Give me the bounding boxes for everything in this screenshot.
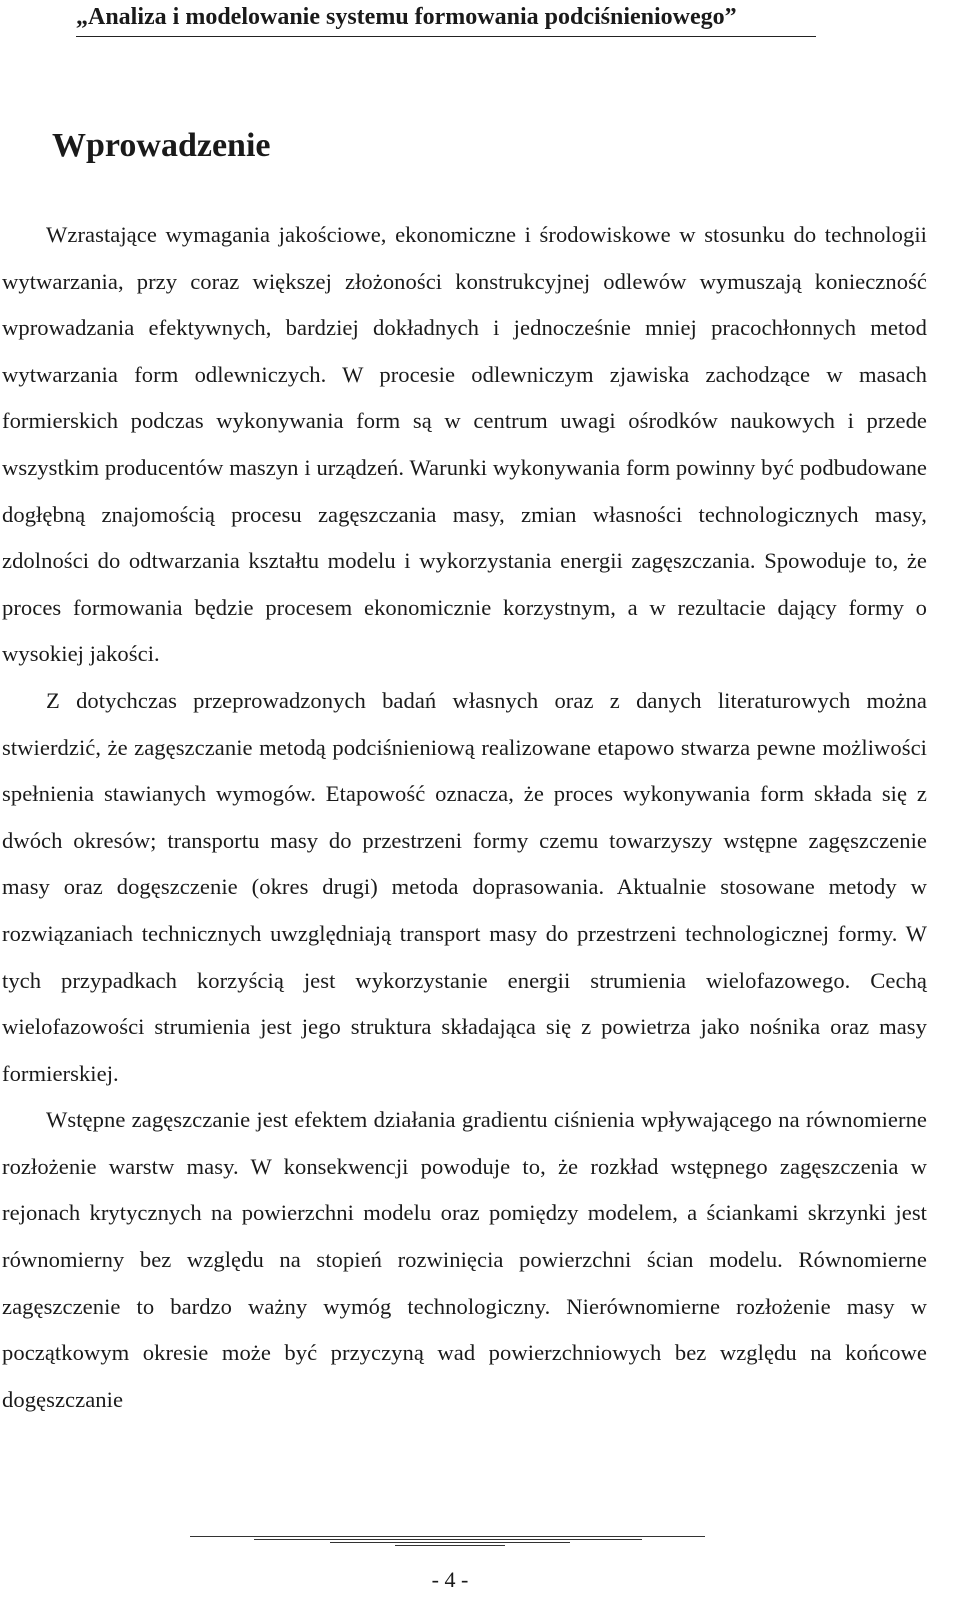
paragraph-2: Z dotychczas przeprowadzonych badań własnych oraz z danych literaturowych można stwierdzić, że zagęszczanie metodą podciśnieniową realizowane etapowo stwarza pewne możliwości spełnienia stawianych wymogów. Etapowość oznacza, że proces wykonywania form składa się z dwóch okresów; transportu masy do przestrzeni formy czemu towarzyszy wstępne zagęszczenie masy oraz dogęszczenie (okres drugi) metoda doprasowania. Aktualnie stosowane metody w rozwiązaniach technicznych uwzględniają transport masy do przestrzeni technologicznej formy. W tych przypadkach korzyścią jest wykorzystanie energii strumienia wielofazowego. Cechą wielofazowości strumienia jest jego struktura składająca się z powietrza jako nośnika oraz masy formierskiej. [2,687,927,1086]
paragraph-1: Wzrastające wymagania jakościowe, ekonomiczne i środowiskowe w stosunku do technologii wytwarzania, przy coraz większej złożoności konstrukcyjnej odlewów wymuszają konieczność wprowadzania efektywnych, bardziej dokładnych i jednocześnie mniej pracochłonnych metod wytwarzania form odlewniczych. W procesie odlewniczym zjawiska zachodzące w masach formierskich podczas wykonywania form są w centrum uwagi ośrodków naukowych i przede wszystkim producentów maszyn i urządzeń. Warunki wykonywania form powinny być podbudowane dogłębną znajomością procesu zagęszczania masy, zmian własności technologicznych masy, zdolności do odtwarzania kształtu modelu i wykorzystania energii zagęszczania. Spowoduje to, że proces formowania będzie procesem ekonomicznie korzystnym, a w rezultacie dający formy o wysokiej jakości. [2,222,927,667]
page-number: - 4 - [431,1567,469,1592]
footer-divider [395,1545,505,1546]
footer-divider [330,1542,570,1543]
running-header-title: „Analiza i modelowanie systemu formowania podciśnieniowego” [76,4,737,30]
footer-divider [190,1536,705,1537]
header-divider [76,36,816,37]
footer-divider [254,1539,642,1540]
body-text [2,212,927,1423]
section-title: Wprowadzenie [52,127,271,164]
paragraph-3: Wstępne zagęszczanie jest efektem działania gradientu ciśnienia wpływającego na równomierne rozłożenie warstw masy. W konsekwencji powoduje to, że rozkład wstępnego zagęszczenia w rejonach krytycznych na powierzchni modelu oraz pomiędzy modelem, a ściankami skrzynki jest równomierny bez względu na stopień rozwinięcia powierzchni ścian modelu. Równomierne zagęszczenie to bardzo ważny wymóg technologiczny. Nierównomierne rozłożenie masy w początkowym okresie może być przyczyną wad powierzchniowych bez względu na końcowe dogęszczanie [2,1107,927,1412]
